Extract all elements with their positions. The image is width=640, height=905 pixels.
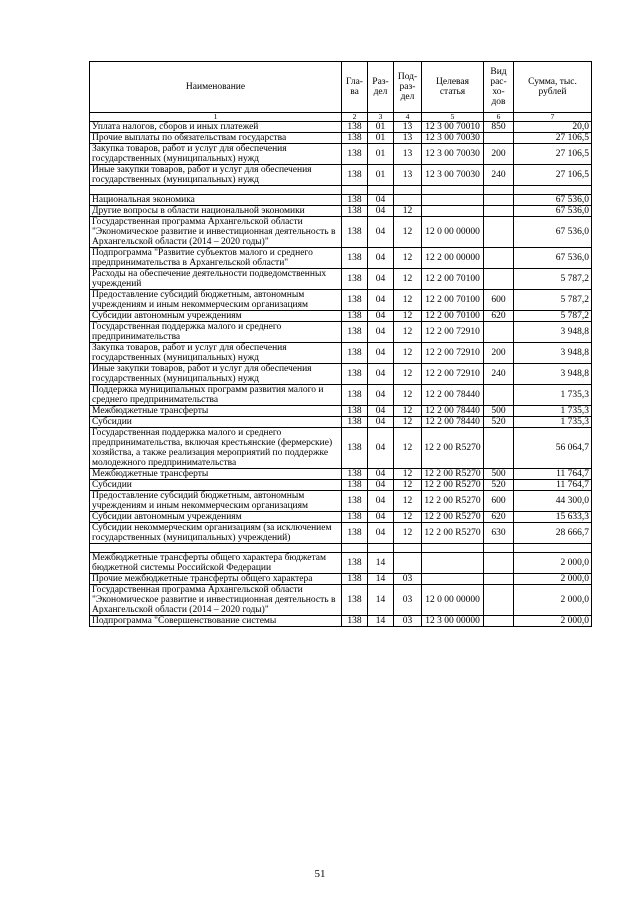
row-name: Поддержка муниципальных программ развития малого и среднего предпринимательства: [90, 385, 342, 406]
table-row: [90, 469, 592, 480]
row-razdel: 14: [368, 553, 394, 574]
spacer-cell: [422, 186, 484, 195]
table-row: [90, 343, 592, 364]
row-vid: 200: [484, 144, 514, 165]
row-podrazdel: 12: [394, 311, 422, 322]
row-glava: 138: [342, 269, 368, 290]
row-name: Прочие выплаты по обязательствам государства: [90, 133, 342, 144]
column-number: 6: [484, 113, 514, 122]
row-statya: 12 2 00 70100: [422, 311, 484, 322]
row-glava: 138: [342, 322, 368, 343]
row-glava: 138: [342, 144, 368, 165]
row-summa: 2 000,0: [514, 585, 592, 616]
row-glava: 138: [342, 512, 368, 523]
row-vid: [484, 217, 514, 248]
row-razdel: 04: [368, 417, 394, 428]
row-vid: [484, 385, 514, 406]
row-podrazdel: 12: [394, 290, 422, 311]
row-statya: 12 3 00 70030: [422, 165, 484, 186]
row-statya: [422, 206, 484, 217]
row-glava: 138: [342, 553, 368, 574]
row-summa: 3 948,8: [514, 364, 592, 385]
row-razdel: 14: [368, 574, 394, 585]
row-podrazdel: 03: [394, 585, 422, 616]
row-vid: [484, 195, 514, 206]
row-glava: 138: [342, 574, 368, 585]
row-name: Подпрограмма "Совершенствование системы: [90, 616, 342, 627]
row-statya: 12 2 00 00000: [422, 248, 484, 269]
row-vid: [484, 428, 514, 469]
table-row: [90, 269, 592, 290]
row-glava: 138: [342, 290, 368, 311]
table-row: [90, 122, 592, 133]
row-razdel: 01: [368, 122, 394, 133]
row-summa: 5 787,2: [514, 290, 592, 311]
row-podrazdel: 12: [394, 428, 422, 469]
page-number: 51: [314, 868, 326, 880]
row-statya: 12 2 00 70100: [422, 290, 484, 311]
row-summa: 11 764,7: [514, 469, 592, 480]
table-row: [90, 417, 592, 428]
row-statya: 12 2 00 72910: [422, 364, 484, 385]
spacer-cell: [368, 544, 394, 553]
spacer-cell: [90, 186, 342, 195]
spacer-cell: [484, 544, 514, 553]
row-razdel: 04: [368, 269, 394, 290]
row-razdel: 04: [368, 217, 394, 248]
spacer-cell: [394, 186, 422, 195]
row-statya: [422, 553, 484, 574]
row-statya: 12 2 00 78440: [422, 385, 484, 406]
row-podrazdel: 12: [394, 385, 422, 406]
row-vid: [484, 133, 514, 144]
row-name: Иные закупки товаров, работ и услуг для обеспечения государственных (муниципальных) нужд: [90, 165, 342, 186]
row-summa: 2 000,0: [514, 553, 592, 574]
table-row: [90, 491, 592, 512]
row-glava: 138: [342, 406, 368, 417]
row-vid: 620: [484, 512, 514, 523]
column-number: 2: [342, 113, 368, 122]
table-row: [90, 480, 592, 491]
spacer-cell: [368, 186, 394, 195]
spacer-cell: [514, 544, 592, 553]
header-summa: Сумма, тыс. рублей: [514, 62, 592, 113]
row-razdel: 04: [368, 311, 394, 322]
row-statya: 12 3 00 00000: [422, 616, 484, 627]
row-vid: 240: [484, 364, 514, 385]
row-razdel: 04: [368, 491, 394, 512]
row-vid: [484, 574, 514, 585]
spacer-cell: [394, 544, 422, 553]
row-statya: 12 3 00 70030: [422, 144, 484, 165]
row-name: Субсидии некоммерческим организациям (за исключением государственных (муниципальных) учреждений): [90, 523, 342, 544]
row-name: Уплата налогов, сборов и иных платежей: [90, 122, 342, 133]
table-row: [90, 364, 592, 385]
spacer-cell: [514, 186, 592, 195]
row-name: Закупка товаров, работ и услуг для обеспечения государственных (муниципальных) нужд: [90, 144, 342, 165]
row-podrazdel: [394, 553, 422, 574]
column-number: 4: [394, 113, 422, 122]
table-row: [90, 585, 592, 616]
row-podrazdel: 12: [394, 217, 422, 248]
row-podrazdel: 13: [394, 144, 422, 165]
table-row: [90, 322, 592, 343]
table-row: [90, 133, 592, 144]
header-podrazdel: Под-раз-дел: [394, 62, 422, 113]
row-podrazdel: 03: [394, 574, 422, 585]
row-summa: 5 787,2: [514, 311, 592, 322]
row-summa: 2 000,0: [514, 574, 592, 585]
row-name: Другие вопросы в области национальной экономики: [90, 206, 342, 217]
row-name: Государственная программа Архангельской области "Экономическое развитие и инвестиционная деятельность в Архангельской области (2014 – 2020 годы)": [90, 585, 342, 616]
spacer-cell: [90, 544, 342, 553]
row-statya: 12 2 00 70100: [422, 269, 484, 290]
row-vid: [484, 206, 514, 217]
row-razdel: 04: [368, 469, 394, 480]
row-summa: 1 735,3: [514, 385, 592, 406]
table-row: [90, 311, 592, 322]
row-razdel: 04: [368, 364, 394, 385]
row-razdel: 04: [368, 523, 394, 544]
row-razdel: 04: [368, 322, 394, 343]
row-statya: 12 2 00 R5270: [422, 428, 484, 469]
row-vid: 630: [484, 523, 514, 544]
row-summa: 28 666,7: [514, 523, 592, 544]
table-row: [90, 290, 592, 311]
row-summa: 15 633,3: [514, 512, 592, 523]
table-row: [90, 523, 592, 544]
row-razdel: 04: [368, 406, 394, 417]
row-name: Прочие межбюджетные трансферты общего характера: [90, 574, 342, 585]
row-glava: 138: [342, 343, 368, 364]
row-name: Субсидии автономным учреждениям: [90, 311, 342, 322]
row-glava: 138: [342, 311, 368, 322]
row-podrazdel: 12: [394, 480, 422, 491]
row-glava: 138: [342, 469, 368, 480]
row-name: Государственная поддержка малого и среднего предпринимательства: [90, 322, 342, 343]
header-vid: Вид рас-хо-дов: [484, 62, 514, 113]
row-glava: 138: [342, 491, 368, 512]
column-number-row: [90, 113, 592, 122]
row-name: Субсидии: [90, 480, 342, 491]
row-vid: 500: [484, 469, 514, 480]
row-glava: 138: [342, 585, 368, 616]
row-statya: 12 2 00 R5270: [422, 512, 484, 523]
header-razdel: Раз-дел: [368, 62, 394, 113]
row-razdel: 04: [368, 206, 394, 217]
row-glava: 138: [342, 248, 368, 269]
row-summa: 20,0: [514, 122, 592, 133]
row-podrazdel: 12: [394, 523, 422, 544]
row-name: Предоставление субсидий бюджетным, автономным учреждениям и иным некоммерческим организациям: [90, 290, 342, 311]
row-glava: 138: [342, 122, 368, 133]
row-vid: 500: [484, 406, 514, 417]
table-row: [90, 248, 592, 269]
row-summa: 27 106,5: [514, 133, 592, 144]
row-statya: 12 2 00 78440: [422, 417, 484, 428]
row-statya: [422, 574, 484, 585]
row-vid: [484, 322, 514, 343]
row-name: Закупка товаров, работ и услуг для обеспечения государственных (муниципальных) нужд: [90, 343, 342, 364]
row-summa: 2 000,0: [514, 616, 592, 627]
row-glava: 138: [342, 133, 368, 144]
table-row: [90, 616, 592, 627]
row-glava: 138: [342, 616, 368, 627]
row-statya: 12 2 00 72910: [422, 322, 484, 343]
spacer-cell: [422, 544, 484, 553]
row-razdel: 01: [368, 165, 394, 186]
header-statya: Целевая статья: [422, 62, 484, 113]
row-vid: 520: [484, 480, 514, 491]
row-razdel: 01: [368, 133, 394, 144]
row-razdel: 04: [368, 512, 394, 523]
row-podrazdel: 13: [394, 133, 422, 144]
row-statya: 12 2 00 R5270: [422, 491, 484, 512]
row-name: Государственная поддержка малого и среднего предпринимательства, включая крестьянские (фермерские) хозяйства, а также реализация мероприятий по поддержке молодежного предпринимательства: [90, 428, 342, 469]
row-vid: 600: [484, 290, 514, 311]
row-summa: 3 948,8: [514, 343, 592, 364]
row-name: Субсидии автономным учреждениям: [90, 512, 342, 523]
row-podrazdel: 12: [394, 269, 422, 290]
header-glava: Гла-ва: [342, 62, 368, 113]
row-podrazdel: 12: [394, 206, 422, 217]
row-podrazdel: 12: [394, 248, 422, 269]
row-glava: 138: [342, 195, 368, 206]
table-row: [90, 512, 592, 523]
row-statya: 12 3 00 70010: [422, 122, 484, 133]
row-summa: 1 735,3: [514, 406, 592, 417]
row-name: Межбюджетные трансферты общего характера бюджетам бюджетной системы Российской Федерации: [90, 553, 342, 574]
row-razdel: 04: [368, 428, 394, 469]
row-vid: 240: [484, 165, 514, 186]
spacer-cell: [484, 186, 514, 195]
row-vid: [484, 269, 514, 290]
row-vid: 850: [484, 122, 514, 133]
row-statya: 12 2 00 72910: [422, 343, 484, 364]
row-podrazdel: 12: [394, 406, 422, 417]
row-vid: [484, 248, 514, 269]
budget-table: [89, 61, 592, 627]
row-podrazdel: 13: [394, 165, 422, 186]
row-podrazdel: 12: [394, 491, 422, 512]
row-razdel: 14: [368, 616, 394, 627]
table-row: [90, 406, 592, 417]
row-vid: 600: [484, 491, 514, 512]
row-podrazdel: [394, 195, 422, 206]
table-row: [90, 428, 592, 469]
row-glava: 138: [342, 206, 368, 217]
table-body: [90, 122, 592, 627]
row-razdel: 04: [368, 290, 394, 311]
row-name: Межбюджетные трансферты: [90, 469, 342, 480]
row-podrazdel: 12: [394, 343, 422, 364]
row-glava: 138: [342, 417, 368, 428]
column-number: 1: [90, 113, 342, 122]
row-podrazdel: 12: [394, 364, 422, 385]
column-number: 7: [514, 113, 592, 122]
row-podrazdel: 12: [394, 417, 422, 428]
row-statya: 12 0 00 00000: [422, 217, 484, 248]
row-name: Предоставление субсидий бюджетным, автономным учреждениям и иным некоммерческим организациям: [90, 491, 342, 512]
row-name: Расходы на обеспечение деятельности подведомственных учреждений: [90, 269, 342, 290]
table-row: [90, 165, 592, 186]
row-razdel: 04: [368, 385, 394, 406]
spacer-row: [90, 544, 592, 553]
row-name: Субсидии: [90, 417, 342, 428]
row-vid: [484, 616, 514, 627]
row-summa: 5 787,2: [514, 269, 592, 290]
row-glava: 138: [342, 217, 368, 248]
row-vid: [484, 585, 514, 616]
table-row: [90, 144, 592, 165]
row-glava: 138: [342, 480, 368, 491]
row-podrazdel: 13: [394, 122, 422, 133]
column-number: 3: [368, 113, 394, 122]
row-name: Государственная программа Архангельской области "Экономическое развитие и инвестиционная деятельность в Архангельской области (2014 – 2020 годы)": [90, 217, 342, 248]
row-summa: 67 536,0: [514, 195, 592, 206]
row-statya: 12 2 00 78440: [422, 406, 484, 417]
row-summa: 67 536,0: [514, 206, 592, 217]
row-statya: [422, 195, 484, 206]
table-row: [90, 195, 592, 206]
row-podrazdel: 12: [394, 322, 422, 343]
row-summa: 56 064,7: [514, 428, 592, 469]
row-podrazdel: 12: [394, 512, 422, 523]
row-summa: 27 106,5: [514, 144, 592, 165]
table-row: [90, 574, 592, 585]
row-glava: 138: [342, 385, 368, 406]
spacer-cell: [342, 186, 368, 195]
row-summa: 11 764,7: [514, 480, 592, 491]
row-glava: 138: [342, 165, 368, 186]
row-name: Межбюджетные трансферты: [90, 406, 342, 417]
row-summa: 67 536,0: [514, 217, 592, 248]
row-statya: 12 0 00 00000: [422, 585, 484, 616]
spacer-row: [90, 186, 592, 195]
spacer-cell: [342, 544, 368, 553]
header-name: Наименование: [90, 62, 342, 113]
row-statya: 12 2 00 R5270: [422, 523, 484, 544]
table-row: [90, 217, 592, 248]
column-number: 5: [422, 113, 484, 122]
row-vid: 520: [484, 417, 514, 428]
row-razdel: 04: [368, 248, 394, 269]
row-summa: 27 106,5: [514, 165, 592, 186]
row-summa: 67 536,0: [514, 248, 592, 269]
row-vid: 620: [484, 311, 514, 322]
row-glava: 138: [342, 523, 368, 544]
row-vid: 200: [484, 343, 514, 364]
row-name: Национальная экономика: [90, 195, 342, 206]
row-summa: 1 735,3: [514, 417, 592, 428]
row-statya: 12 2 00 R5270: [422, 480, 484, 491]
row-glava: 138: [342, 364, 368, 385]
row-name: Иные закупки товаров, работ и услуг для обеспечения государственных (муниципальных) нужд: [90, 364, 342, 385]
row-razdel: 04: [368, 343, 394, 364]
row-summa: 3 948,8: [514, 322, 592, 343]
row-name: Подпрограмма "Развитие субъектов малого и среднего предпринимательства в Архангельской области": [90, 248, 342, 269]
row-razdel: 04: [368, 480, 394, 491]
row-podrazdel: 12: [394, 469, 422, 480]
row-summa: 44 300,0: [514, 491, 592, 512]
row-razdel: 14: [368, 585, 394, 616]
table-row: [90, 385, 592, 406]
row-razdel: 04: [368, 195, 394, 206]
row-podrazdel: 03: [394, 616, 422, 627]
table-row: [90, 206, 592, 217]
row-vid: [484, 553, 514, 574]
row-glava: 138: [342, 428, 368, 469]
row-statya: 12 2 00 R5270: [422, 469, 484, 480]
table-row: [90, 553, 592, 574]
table-header-row: [90, 62, 592, 113]
row-razdel: 01: [368, 144, 394, 165]
row-statya: 12 3 00 70030: [422, 133, 484, 144]
